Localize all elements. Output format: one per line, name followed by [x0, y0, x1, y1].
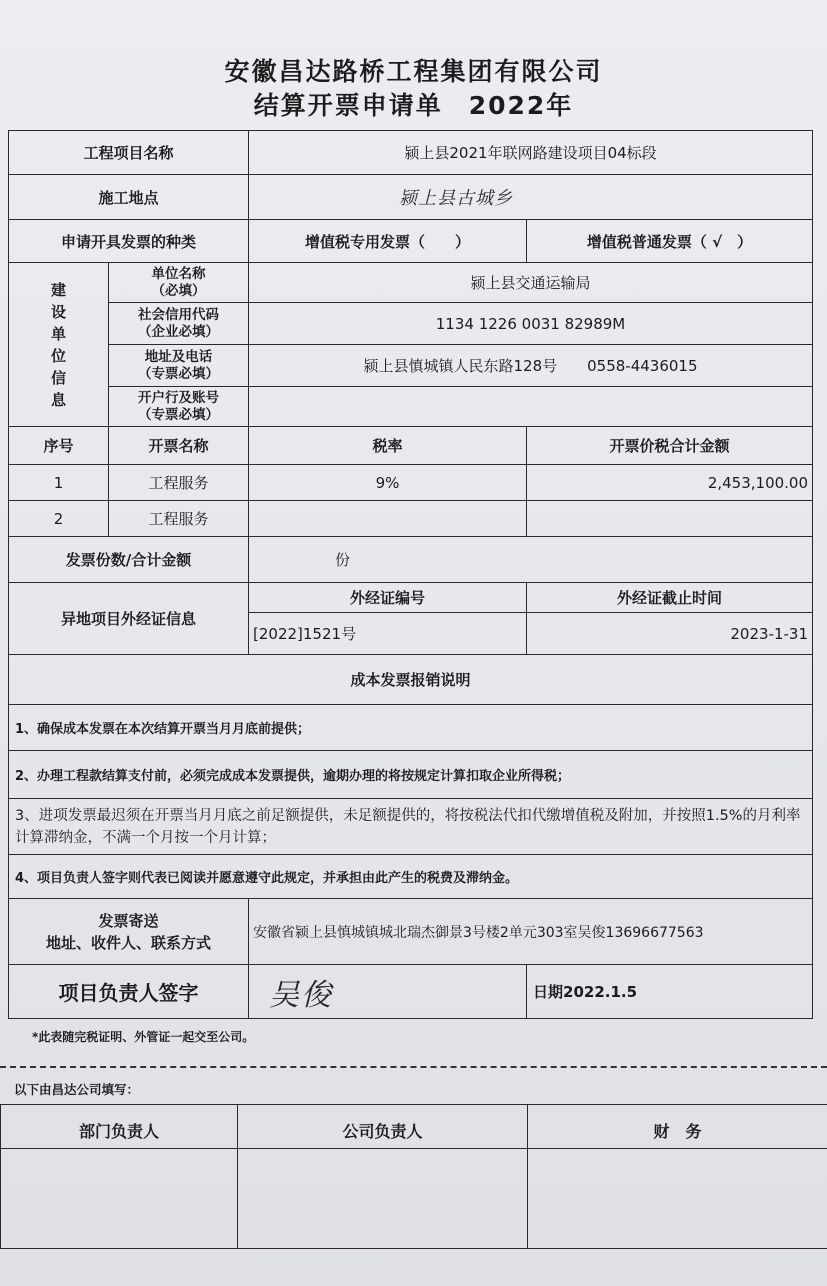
invoice-kind-label: 申请开具发票的种类 — [9, 220, 249, 263]
unit-label-char: 单 — [50, 324, 66, 343]
project-name-value: 颍上县2021年联网路建设项目04标段 — [249, 131, 813, 175]
table-row — [9, 465, 813, 501]
credit-code-label — [109, 303, 249, 345]
row-no: 2 — [9, 501, 109, 537]
label-line: 开户行及账号 — [138, 389, 219, 406]
row-name: 工程服务 — [109, 501, 249, 537]
note-item-2: 2、办理工程款结算支付前，必须完成成本发票提供，逾期办理的将按规定计算扣取企业所得税； — [9, 751, 813, 799]
signature-handwritten: 吴俊 — [249, 965, 527, 1019]
company-title: 安徽昌达路桥工程集团有限公司 — [224, 57, 603, 86]
label-line: （专票必填） — [138, 365, 219, 382]
finance-signature-box — [528, 1149, 827, 1249]
form-title — [0, 86, 827, 122]
unit-info-group-label — [9, 263, 109, 427]
signature-label: 项目负责人签字 — [9, 965, 249, 1019]
footer-remark: *此表随完税证明、外管证一起交至公司。 — [32, 1030, 255, 1044]
row-name: 工程服务 — [109, 465, 249, 501]
unit-label-char: 息 — [50, 390, 66, 409]
col-header-amount: 开票价税合计金额 — [527, 427, 813, 465]
site-label: 施工地点 — [9, 175, 249, 220]
company-head-signature-box — [238, 1149, 528, 1249]
company-head-header: 公司负责人 — [238, 1105, 528, 1149]
certificate-deadline-value: 2023-1-31 — [527, 613, 813, 655]
label-line: 地址及电话 — [144, 348, 213, 365]
dept-head-header: 部门负责人 — [1, 1105, 238, 1149]
table-row — [9, 501, 813, 537]
col-header-name: 开票名称 — [109, 427, 249, 465]
certificate-deadline-label: 外经证截止时间 — [527, 583, 813, 613]
row-no: 1 — [9, 465, 109, 501]
certificate-no-value: [2022]1521号 — [249, 613, 527, 655]
project-name-label: 工程项目名称 — [9, 131, 249, 175]
note-item-4: 4、项目负责人签字则代表已阅读并愿意遵守此规定，并承担由此产生的税费及滞纳金。 — [9, 855, 813, 899]
certificate-no-label: 外经证编号 — [249, 583, 527, 613]
note-item-3: 3、进项发票最迟须在开票当月月底之前足额提供，未足额提供的，将按税法代扣代缴增值税及附加，并按照1.5%的月利率计算滞纳金，不满一个月按一个月计算； — [9, 799, 813, 855]
mailing-value: 安徽省颍上县慎城镇城北瑞杰御景3号楼2单元303室吴俊13696677563 — [249, 899, 813, 965]
address-phone-label — [109, 345, 249, 387]
label-line: 单位名称 — [151, 265, 206, 282]
normal-invoice-option: 增值税普通发票（ √ ） — [527, 220, 813, 263]
row-rate: 9% — [249, 465, 527, 501]
unit-label-char: 信 — [50, 368, 66, 387]
dept-head-signature-box — [1, 1149, 238, 1249]
label-line: 发票寄送 — [98, 911, 159, 930]
form-year: 2022年 — [468, 91, 574, 120]
site-value-handwritten: 颍上县古城乡 — [249, 175, 813, 220]
company-fill-note: 以下由昌达公司填写： — [14, 1082, 140, 1097]
row-amount — [527, 501, 813, 537]
label-line: （专票必填） — [138, 406, 219, 423]
label-line: 地址、收件人、联系方式 — [46, 933, 212, 952]
unit-label-char: 位 — [50, 346, 66, 365]
mailing-label — [9, 899, 249, 965]
finance-header: 财 务 — [528, 1105, 827, 1149]
bank-account-label — [109, 387, 249, 427]
signature-date: 日期2022.1.5 — [527, 965, 813, 1019]
form-title-text: 结算开票申请单 — [253, 91, 443, 120]
row-amount: 2,453,100.00 — [527, 465, 813, 501]
note-item-1: 1、确保成本发票在本次结算开票当月月底前提供； — [9, 705, 813, 751]
row-rate — [249, 501, 527, 537]
dashed-divider — [0, 1066, 827, 1068]
col-header-no: 序号 — [9, 427, 109, 465]
unit-label-char: 建 — [50, 280, 66, 299]
notes-title: 成本发票报销说明 — [9, 655, 813, 705]
label-line: （必填） — [151, 282, 206, 299]
special-invoice-option: 增值税专用发票（ ） — [249, 220, 527, 263]
address-phone-value: 颍上县慎城镇人民东路128号 0558-4436015 — [249, 345, 813, 387]
certificate-label: 异地项目外经证信息 — [9, 583, 249, 655]
approval-table — [0, 1104, 827, 1249]
settlement-form-table — [8, 130, 813, 1019]
total-label: 发票份数/合计金额 — [9, 537, 249, 583]
total-copies-unit: 份 — [249, 537, 813, 583]
label-line: （企业必填） — [138, 323, 219, 340]
label-line: 社会信用代码 — [138, 306, 219, 323]
unit-name-label — [109, 263, 249, 303]
unit-name-value: 颍上县交通运输局 — [249, 263, 813, 303]
credit-code-value: 1134 1226 0031 82989M — [249, 303, 813, 345]
bank-account-value — [249, 387, 813, 427]
col-header-rate: 税率 — [249, 427, 527, 465]
unit-label-char: 设 — [50, 302, 66, 321]
